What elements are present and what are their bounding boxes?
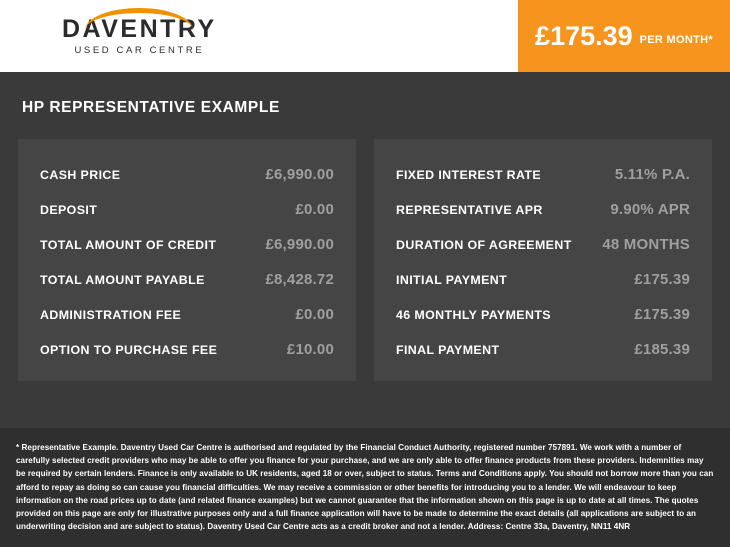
finance-details-panels [0, 117, 730, 381]
row-value: £6,990.00 [265, 236, 334, 253]
table-row [34, 297, 340, 332]
row-label: 46 MONTHLY PAYMENTS [396, 308, 551, 322]
row-value: £10.00 [286, 341, 334, 358]
row-label: TOTAL AMOUNT OF CREDIT [40, 238, 217, 252]
row-value: £8,428.72 [265, 271, 334, 288]
row-label: DURATION OF AGREEMENT [396, 238, 572, 252]
logo-subtitle: USED CAR CENTRE [74, 44, 205, 56]
monthly-price-amount: £175.39 [535, 20, 633, 51]
row-value: £175.39 [634, 271, 690, 288]
row-label: FIXED INTEREST RATE [396, 168, 542, 182]
row-value: £185.39 [634, 341, 690, 358]
row-label: CASH PRICE [40, 168, 121, 182]
table-row [34, 227, 340, 262]
right-details-panel [374, 139, 712, 381]
row-value: 9.90% APR [610, 201, 690, 218]
table-row [390, 297, 696, 332]
arc-icon [85, 8, 193, 30]
disclaimer-text: * Representative Example. Daventry Used Car Centre is authorised and regulated by the Financial Conduct Authority, registered number 757891. We work with a number of carefully selected credit providers who may be able to offer you finance for your purchase, and we are only able to offer finance products from these providers. Indemnities may be required by certain lenders. Finance is only available to UK residents, aged 18 or over, subject to status. Terms and Conditions apply. You should not borrow more than you can afford to repay as doing so can cause you financial difficulties. We may receive a commission or other benefits for introducing you to a lender. We will endeavour to keep information on the road prices up to date (and related finance examples) but we cannot guarantee that the information shown on this page is up to date at all times. The quotes provided on this page are only for illustrative purposes only and a full finance application will have to be made to determine the exact details (all applications are subject to an underwriting decision and are subject to status). Daventry Used Car Centre acts as a credit broker and not a lender. Address: Centre 33a, Daventry, NN11 4NR [16, 443, 714, 531]
row-label: INITIAL PAYMENT [396, 273, 508, 287]
row-value: £6,990.00 [265, 166, 334, 183]
row-label: ADMINISTRATION FEE [40, 308, 182, 322]
page-header [0, 0, 730, 72]
table-row [34, 332, 340, 367]
row-label: DEPOSIT [40, 203, 98, 217]
table-row [390, 157, 696, 192]
left-details-panel [18, 139, 356, 381]
logo-name: DAVENTRY [62, 14, 217, 43]
row-label: REPRESENTATIVE APR [396, 203, 543, 217]
table-row [34, 192, 340, 227]
row-value: 48 MONTHS [602, 236, 690, 253]
row-label: TOTAL AMOUNT PAYABLE [40, 273, 205, 287]
monthly-price-banner [518, 0, 730, 72]
table-row [390, 227, 696, 262]
page-title: HP REPRESENTATIVE EXAMPLE [22, 99, 280, 116]
monthly-price-period: PER MONTH* [639, 34, 713, 46]
table-row [34, 157, 340, 192]
table-row [390, 332, 696, 367]
row-value: £175.39 [634, 306, 690, 323]
disclaimer-section [0, 428, 730, 547]
row-value: 5.11% P.A. [614, 166, 690, 183]
row-label: FINAL PAYMENT [396, 343, 500, 357]
table-row [34, 262, 340, 297]
header-spacer [217, 0, 518, 72]
table-row [390, 192, 696, 227]
row-value: £0.00 [295, 201, 334, 218]
row-label: OPTION TO PURCHASE FEE [40, 343, 218, 357]
table-row [390, 262, 696, 297]
brand-logo [0, 0, 217, 72]
row-value: £0.00 [295, 306, 334, 323]
